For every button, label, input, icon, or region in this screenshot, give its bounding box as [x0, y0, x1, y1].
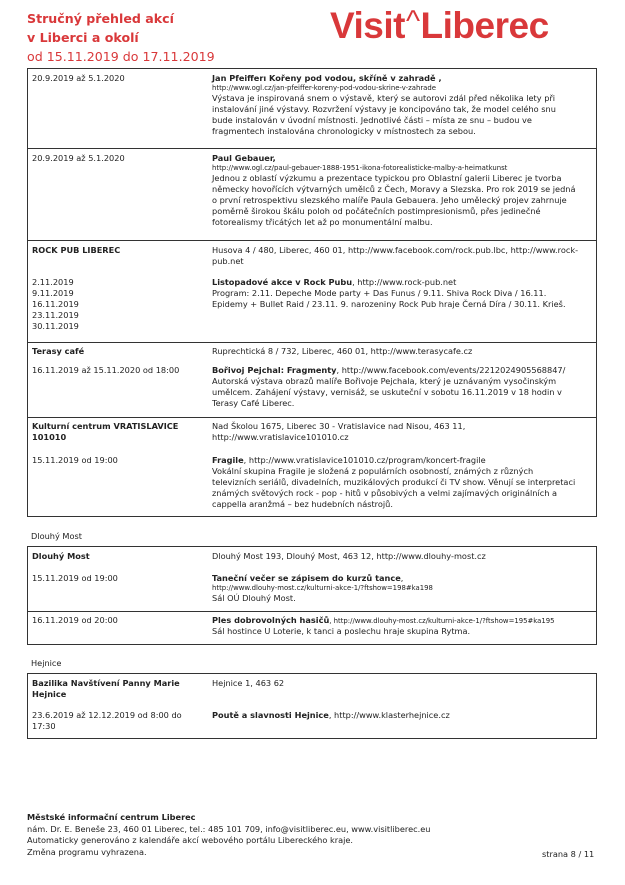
event-title: Poutě a slavnosti Hejnice, http://www.klasterhejnice.cz: [212, 710, 450, 720]
footer-note: Změna programu vyhrazena.: [27, 846, 147, 857]
event-title: Bořivoj Pejchal: Fragmenty, http://www.facebook.com/events/2212024905568847/: [212, 365, 566, 375]
event-description: Jednou z oblastí výzkumu a prezentace typickou pro Oblastní galerii Liberec je tvorba německy hovořících výtvarných umělců z Čech, Moravy a Slezska. Pro rok 2019 se jedná o první retrospektivu slezského malíře Paula Gebauera. Jeho umělecký projev zahrnuje poměrně širokou škálu poloh od počátečních postimpresionismů, přes jedinečné fotorealismy třicátých let až po monumentální malbu.: [212, 173, 576, 228]
event-link[interactable]: , http://www.facebook.com/events/2212024905568847/: [336, 365, 566, 375]
venue-address: Ruprechtická 8 / 732, Liberec, 460 01, http://www.terasycafe.cz: [212, 346, 473, 356]
event-link[interactable]: , http://www.vratislavice101010.cz/program/koncert-fragile: [243, 455, 486, 465]
document-title: Stručný přehled akcí v Liberci a okolí: [27, 11, 174, 45]
event-date: 16.11.2019 od 20:00: [32, 615, 118, 625]
event-link[interactable]: , http://www.dlouhy-most.cz/kulturni-akce-1/?ftshow=195#ka195: [329, 617, 555, 625]
event-link[interactable]: http://www.ogl.cz/jan-pfeiffer-koreny-pod-vodou-skrine-v-zahrade: [212, 83, 436, 92]
venue-name: Kulturní centrum VRATISLAVICE 101010: [32, 421, 179, 442]
event-title: Listopadové akce v Rock Pubu, http://www.rock-pub.net: [212, 277, 457, 287]
event-date: 23.6.2019 až 12.12.2019 od 8:00 do 17:30: [32, 710, 182, 731]
venue-address: Husova 4 / 480, Liberec, 460 01, http://www.facebook.com/rock.pub.lbc, http://www.rock- pub.net: [212, 245, 579, 266]
event-date: 15.11.2019 od 19:00: [32, 455, 118, 465]
event-title: Paul Gebauer,: [212, 153, 276, 163]
event-description: Program: 2.11. Depeche Mode party + Das Funus / 9.11. Shiva Rock Diva / 16.11. Epidemy + Bullet Raid / 23.11. 9. narozeniny Rock Pub hraje Černá Díra / 30.11. Krieš.: [212, 287, 566, 309]
row-divider: [28, 417, 596, 418]
date-range: od 15.11.2019 do 17.11.2019: [27, 49, 215, 64]
event-description: Sál OÚ Dlouhý Most.: [212, 593, 296, 604]
event-link[interactable]: , http://www.klasterhejnice.cz: [328, 710, 450, 720]
event-date: 15.11.2019 od 19:00: [32, 573, 118, 583]
venue-name: Bazilika Navštívení Panny Marie Hejnice: [32, 678, 180, 699]
event-description: Autorská výstava obrazů malíře Bořivoje Pejchala, který je uznávaným vysočinským umělcem. Zahájení výstavy, vernisáž, se uskuteční v sobotu 16.11.2019 v 18 hodin v Terasy Café Liberec.: [212, 375, 562, 408]
event-title: Ples dobrovolných hasičů, http://www.dlouhy-most.cz/kulturni-akce-1/?ftshow=195#ka195: [212, 615, 555, 625]
event-date: 16.11.2019 až 15.11.2020 od 18:00: [32, 365, 180, 375]
event-title: Jan Pfeifferı Kořeny pod vodou, skříně v zahradě ,: [212, 73, 442, 83]
venue-address: Dlouhý Most 193, Dlouhý Most, 463 12, http://www.dlouhy-most.cz: [212, 551, 486, 561]
event-date: 20.9.2019 až 5.1.2020: [32, 73, 125, 83]
event-link[interactable]: http://www.dlouhy-most.cz/kulturni-akce-1/?ftshow=198#ka198: [212, 583, 433, 592]
event-dates: 2.11.2019 9.11.2019 16.11.2019 23.11.2019 30.11.2019: [32, 277, 79, 331]
footer: [27, 812, 430, 858]
event-description: Výstava je inspirovaná snem o výstavě, který se autorovi zdál před několika lety při instalování jiné výstavy. Rozvržení výstavy je koncipováno tak, že model celého snu bude instalován v úvodní místnosti. Jednotlivé části – místa ze snu – budou ve fragmentech instalována chronologicky v místnostech za sebou.: [212, 93, 556, 137]
event-link[interactable]: http://www.ogl.cz/paul-gebauer-1888-1951-ikona-fotorealisticke-malby-a-heimatkunst: [212, 163, 508, 172]
event-date: 20.9.2019 až 5.1.2020: [32, 153, 125, 163]
event-description: Sál hostince U Loterie, k tanci a poslechu hraje skupina Rytma.: [212, 626, 471, 637]
venue-address: Nad Školou 1675, Liberec 30 - Vratislavice nad Nisou, 463 11, http://www.vratislavice101010.cz: [212, 421, 466, 442]
venue-name: Dlouhý Most: [32, 551, 90, 561]
region-heading: Hejnice: [31, 658, 62, 668]
events-table-dlouhy-most: [27, 546, 597, 645]
footer-address: nám. Dr. E. Beneše 23, 460 01 Liberec, tel.: 485 101 709, info@visitliberec.eu, www.visitliberec.eu: [27, 823, 431, 834]
row-divider: [28, 240, 596, 241]
footer-org: Městské informační centrum Liberec: [27, 812, 196, 822]
event-title: Fragile, http://www.vratislavice101010.cz/program/koncert-fragile: [212, 455, 486, 465]
events-table-liberec: [27, 68, 597, 517]
venue-name: Terasy café: [32, 346, 85, 356]
event-link[interactable]: , http://www.rock-pub.net: [352, 277, 457, 287]
events-table-hejnice: [27, 673, 597, 739]
row-divider: [28, 148, 596, 149]
event-description: Vokální skupina Fragile je složená z populárních osobností, známých z různých televizních seriálů, divadelních, muzikálových produkcí či TV show. Věnují se interpretaci známých světových rock - pop - hitů v působivých a velmi zajímavých originálních a cappella aranžmá – bez hudebních nástrojů.: [212, 465, 576, 509]
page-number: strana 8 / 11: [542, 849, 595, 859]
venue-address: Hejnice 1, 463 62: [212, 678, 285, 688]
event-title: Taneční večer se zápisem do kurzů tance,: [212, 573, 404, 583]
visit-liberec-logo: Visit^Liberec: [330, 5, 549, 46]
region-heading: Dlouhý Most: [31, 531, 82, 541]
row-divider: [28, 611, 596, 612]
row-divider: [28, 342, 596, 343]
venue-name: ROCK PUB LIBEREC: [32, 245, 121, 255]
footer-note: Automaticky generováno z kalendáře akcí webového portálu Libereckého kraje.: [27, 835, 354, 845]
